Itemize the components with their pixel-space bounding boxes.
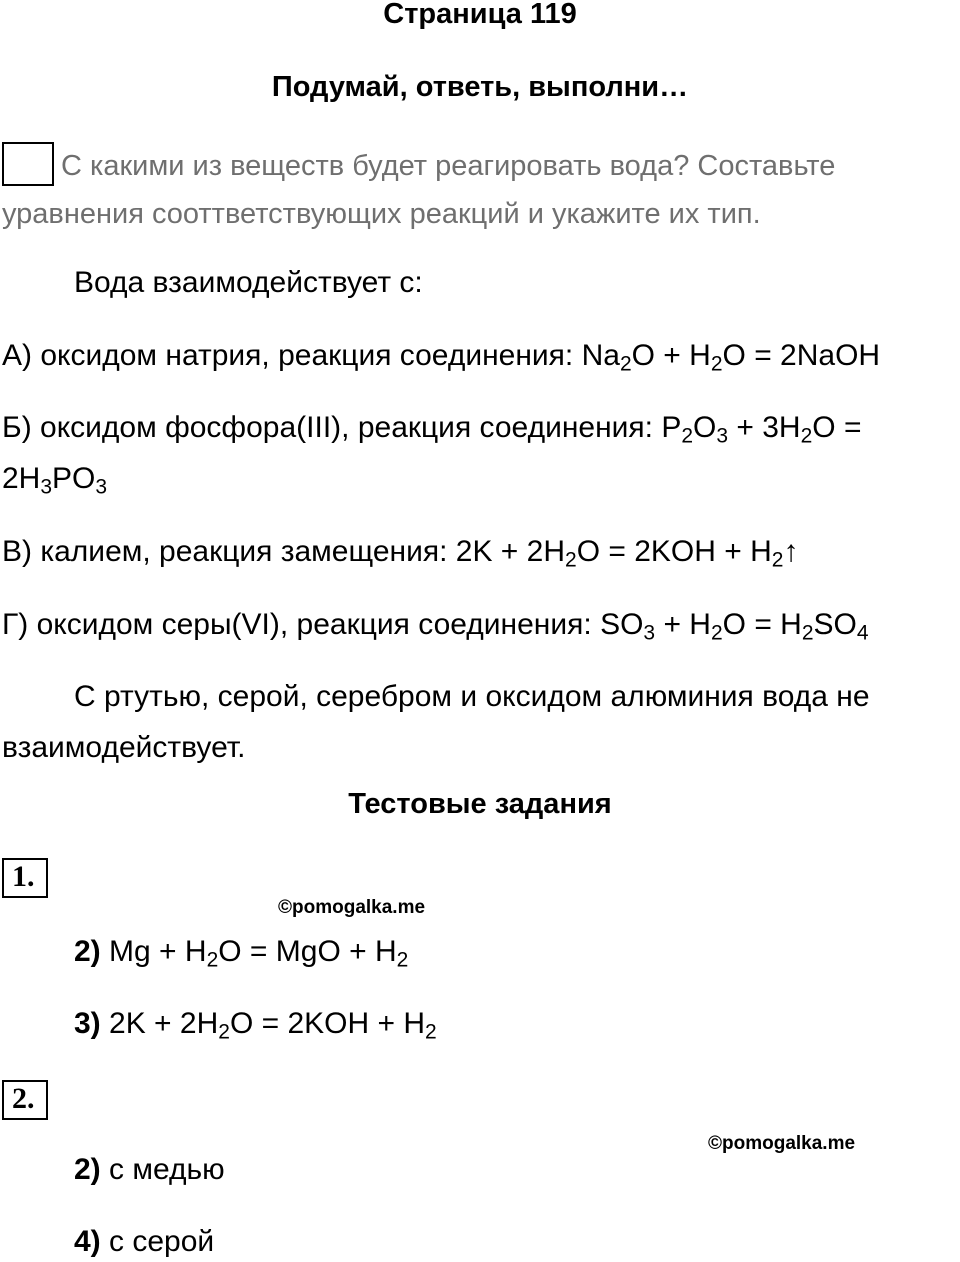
task-2-answer-2-num: 4) — [74, 1225, 101, 1258]
task-2-answer-2-text: с серой — [109, 1225, 215, 1258]
answer-item-b-text: Б) оксидом фосфора(III), реакция соединения: — [2, 411, 662, 444]
answer-item-b — [2, 410, 960, 446]
answer-item-a-equation: $Na_2O + H_2O$ = 2NaOH — [581, 339, 881, 376]
task-2-answer-1-num: 2) — [74, 1153, 101, 1186]
answer-item-d — [2, 607, 869, 643]
answer-conclusion-line-1: С ртутью, серой, серебром и оксидом алюминия вода не — [74, 680, 870, 713]
task-1-answer-2-equation: $2K + 2H_2O = 2KOH + H_2$ — [109, 1007, 437, 1044]
answer-item-d-text: Г) оксидом серы(VI), реакция соединения: — [2, 608, 601, 641]
answer-item-c — [2, 534, 798, 570]
task-1-answer-2-num: 3) — [74, 1007, 101, 1040]
task-2-answer-1 — [74, 1152, 225, 1188]
task-1-answer-2 — [74, 1006, 437, 1042]
question-line-1: С какими из веществ будет реагировать вода? Составьте — [61, 150, 836, 182]
answer-item-a-text: А) оксидом натрия, реакция соединения: — [2, 339, 582, 372]
section-title: Подумай, ответь, выполни… — [271, 71, 689, 103]
answer-item-b-equation-line-2: $2H_3PO_3$ — [2, 462, 108, 499]
answer-item-d-equation: $SO_3 + H_2O = H_2SO_4$ — [600, 608, 869, 645]
answer-item-c-text: В) калием, реакция замещения: — [2, 535, 456, 568]
watermark-2: ©pomogalka.me — [708, 1133, 856, 1154]
question-line-2: уравнения сооттветствующих реакций и укажите их тип. — [2, 198, 761, 230]
question-checkbox — [2, 142, 54, 186]
watermark-1: ©pomogalka.me — [278, 897, 426, 918]
task-2-answer-1-text: с медью — [109, 1153, 225, 1186]
page-title: Страница 119 — [383, 0, 577, 30]
task-1-number: 1. — [2, 858, 48, 898]
task-1-answer-1-num: 2) — [74, 935, 101, 968]
tests-title: Тестовые задания — [348, 788, 612, 820]
answer-item-a — [2, 338, 880, 374]
task-1-answer-1 — [74, 934, 408, 970]
answer-intro: Вода взаимодействует с: — [74, 266, 423, 299]
task-2-number: 2. — [2, 1080, 48, 1120]
task-2-answer-2 — [74, 1224, 214, 1260]
task-1-answer-1-equation: $Mg + H_2O$ = MgO + $H_2$ — [109, 935, 409, 972]
answer-conclusion-line-2: взаимодействует. — [2, 731, 246, 764]
answer-item-c-equation: $2K + 2H_2O = 2KOH$ + $H_2↑$ — [455, 535, 799, 572]
answer-item-b-equation-line-1: $P_2O_3 + 3H_2O$ = — [661, 411, 862, 448]
